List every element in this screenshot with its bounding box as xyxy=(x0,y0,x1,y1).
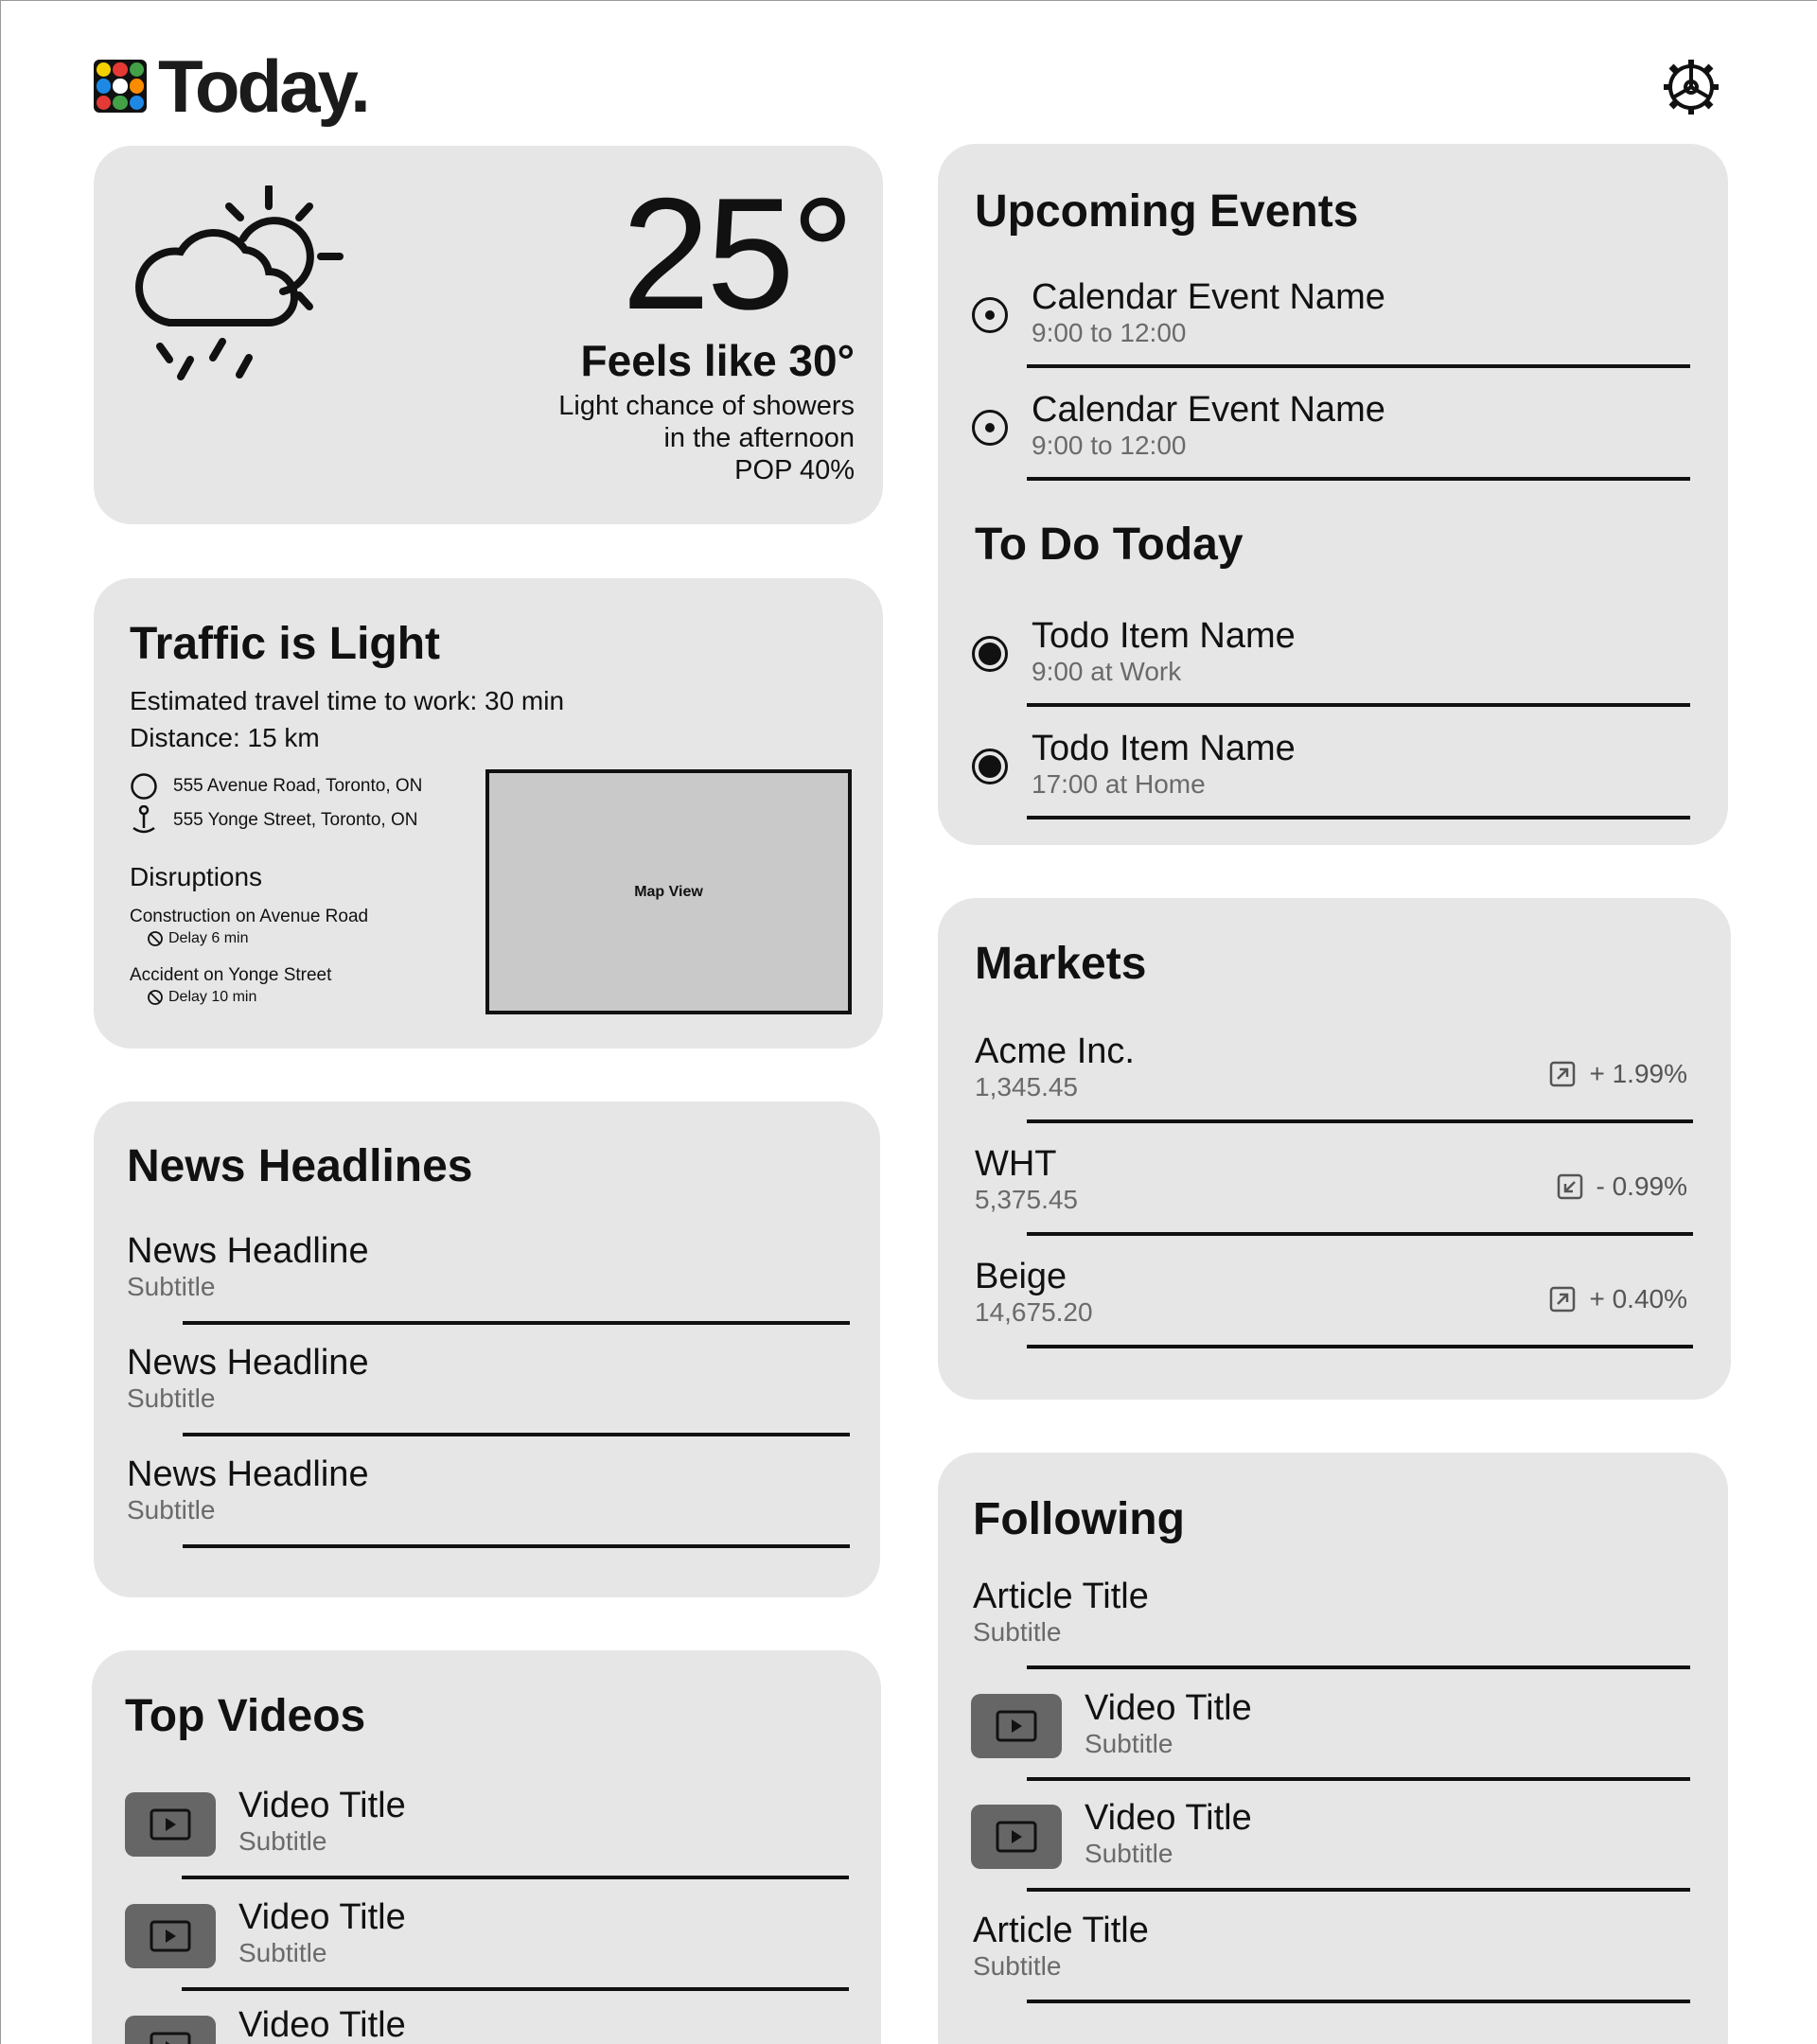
video-subtitle: Subtitle xyxy=(1085,1839,1173,1868)
map-view[interactable] xyxy=(485,769,852,1014)
video-thumbnail[interactable] xyxy=(971,1805,1062,1869)
market-item[interactable] xyxy=(975,1143,1078,1215)
market-change-text: - 0.99% xyxy=(1596,1172,1687,1201)
todo-item[interactable] xyxy=(1032,615,1296,687)
article-item[interactable] xyxy=(973,1910,1149,1982)
logo-grid-icon xyxy=(94,60,147,113)
video-subtitle: Subtitle xyxy=(238,1826,327,1856)
disruption-title: Construction on Avenue Road xyxy=(130,907,369,926)
market-value: 1,345.45 xyxy=(975,1072,1078,1101)
divider xyxy=(182,1987,849,1991)
videos-title: Top Videos xyxy=(125,1691,366,1741)
divider xyxy=(182,1876,849,1879)
weather-card[interactable] xyxy=(94,146,883,524)
event-item[interactable] xyxy=(1032,276,1385,348)
traffic-card[interactable] xyxy=(94,578,883,1048)
todo-detail: 17:00 at Home xyxy=(1032,769,1206,799)
divider xyxy=(183,1321,850,1325)
article-subtitle: Subtitle xyxy=(973,1951,1062,1981)
divider xyxy=(1027,703,1690,707)
video-thumbnail[interactable] xyxy=(125,2016,216,2044)
traffic-title: Traffic is Light xyxy=(130,619,441,669)
no-entry-icon xyxy=(147,930,164,947)
market-change-text: + 0.40% xyxy=(1589,1284,1687,1313)
divider xyxy=(1027,1232,1693,1236)
events-card[interactable] xyxy=(938,144,1728,845)
travel-time: Estimated travel time to work: 30 min xyxy=(130,686,565,715)
event-radio[interactable] xyxy=(972,410,1008,446)
market-change xyxy=(1549,1284,1687,1314)
disruption-delay-text: Delay 10 min xyxy=(168,989,257,1005)
divider xyxy=(1027,1777,1690,1781)
market-item[interactable] xyxy=(975,1031,1135,1102)
video-thumbnail[interactable] xyxy=(125,1904,216,1968)
article-item[interactable] xyxy=(973,1576,1149,1648)
following-card[interactable] xyxy=(938,1453,1728,2044)
todo-name: Todo Item Name xyxy=(1032,616,1296,656)
video-title: Video Title xyxy=(238,1786,406,1825)
weather-description xyxy=(381,390,855,486)
video-title: Video Title xyxy=(1085,1798,1252,1838)
todo-checkbox[interactable] xyxy=(972,749,1008,784)
divider xyxy=(1027,477,1690,481)
news-subtitle: Subtitle xyxy=(127,1495,216,1524)
event-name: Calendar Event Name xyxy=(1032,390,1385,430)
news-headline: News Headline xyxy=(127,1343,369,1383)
market-item[interactable] xyxy=(975,1256,1093,1328)
divider xyxy=(1027,2000,1690,2003)
destination-address-text: 555 Yonge Street, Toronto, ON xyxy=(173,810,418,830)
divider xyxy=(1027,1345,1693,1348)
disruptions-title: Disruptions xyxy=(130,862,263,891)
video-title: Video Title xyxy=(238,2005,406,2044)
event-time: 9:00 to 12:00 xyxy=(1032,431,1187,460)
disruption-delay xyxy=(147,930,248,947)
divider xyxy=(1027,1665,1690,1669)
divider xyxy=(1027,1888,1690,1892)
todo-checkbox[interactable] xyxy=(972,636,1008,672)
origin-address xyxy=(130,772,422,801)
article-title: Article Title xyxy=(973,1577,1149,1616)
video-title: Video Title xyxy=(1085,1688,1252,1728)
video-item[interactable] xyxy=(238,1785,406,1857)
article-title: Article Title xyxy=(973,1911,1149,1950)
map-view-label: Map View xyxy=(634,883,703,900)
play-icon xyxy=(150,2032,191,2044)
divider xyxy=(1027,364,1690,368)
news-item[interactable] xyxy=(127,1454,369,1525)
no-entry-icon xyxy=(147,989,164,1006)
video-title: Video Title xyxy=(238,1897,406,1937)
divider xyxy=(183,1433,850,1436)
market-change xyxy=(1557,1172,1688,1202)
divider xyxy=(1027,1119,1693,1123)
news-headline: News Headline xyxy=(127,1231,369,1271)
app-logo[interactable] xyxy=(94,44,368,128)
news-card[interactable] xyxy=(94,1101,880,1597)
news-item[interactable] xyxy=(127,1342,369,1414)
markets-card[interactable] xyxy=(938,898,1731,1400)
market-name: Acme Inc. xyxy=(975,1031,1135,1071)
market-name: WHT xyxy=(975,1144,1057,1184)
news-subtitle: Subtitle xyxy=(127,1383,216,1413)
article-subtitle: Subtitle xyxy=(973,1617,1062,1647)
todo-item[interactable] xyxy=(1032,728,1296,800)
cloud-sun-rain-icon xyxy=(132,185,349,394)
temperature: 25° xyxy=(621,165,851,343)
video-item[interactable] xyxy=(1085,1797,1252,1869)
news-subtitle: Subtitle xyxy=(127,1272,216,1301)
video-thumbnail[interactable] xyxy=(125,1792,216,1857)
markets-title: Markets xyxy=(975,939,1147,989)
disruption-delay-text: Delay 6 min xyxy=(168,930,249,946)
event-item[interactable] xyxy=(1032,389,1385,461)
weather-description-line1: Light chance of showers xyxy=(558,391,855,421)
todo-detail: 9:00 at Work xyxy=(1032,657,1182,686)
event-time: 9:00 to 12:00 xyxy=(1032,318,1187,347)
arrow-up-right-icon xyxy=(1549,1286,1576,1313)
events-title: Upcoming Events xyxy=(975,186,1359,237)
weather-description-line2: in the afternoon xyxy=(663,423,855,453)
event-radio[interactable] xyxy=(972,297,1008,333)
videos-card[interactable] xyxy=(92,1650,881,2044)
divider xyxy=(183,1544,850,1548)
play-icon xyxy=(150,1920,191,1952)
news-item[interactable] xyxy=(127,1230,369,1302)
market-value: 14,675.20 xyxy=(975,1297,1093,1327)
distance: Distance: 15 km xyxy=(130,723,320,752)
video-subtitle: Subtitle xyxy=(238,1938,327,1967)
video-item[interactable] xyxy=(1085,1687,1252,1759)
video-thumbnail[interactable] xyxy=(971,1694,1062,1758)
app-title: Today. xyxy=(158,44,368,128)
divider xyxy=(1027,816,1690,819)
market-name: Beige xyxy=(975,1257,1067,1296)
following-title: Following xyxy=(973,1494,1185,1544)
play-icon xyxy=(150,1808,191,1841)
origin-address-text: 555 Avenue Road, Toronto, ON xyxy=(173,776,423,796)
precipitation-probability: POP 40% xyxy=(734,455,855,485)
market-change-text: + 1.99% xyxy=(1589,1059,1687,1088)
video-subtitle: Subtitle xyxy=(1085,1729,1173,1758)
destination-address xyxy=(130,805,417,836)
todo-name: Todo Item Name xyxy=(1032,729,1296,768)
disruption-delay xyxy=(147,989,256,1006)
circle-marker-icon xyxy=(130,772,158,801)
event-name: Calendar Event Name xyxy=(1032,277,1385,317)
feels-like: Feels like 30° xyxy=(580,336,855,385)
play-icon xyxy=(996,1710,1037,1742)
arrow-down-left-icon xyxy=(1557,1173,1583,1200)
video-item[interactable] xyxy=(238,1896,406,1968)
todo-title: To Do Today xyxy=(975,520,1244,570)
play-icon xyxy=(996,1821,1037,1853)
news-headline: News Headline xyxy=(127,1454,369,1494)
gear-icon[interactable] xyxy=(1661,57,1721,117)
market-value: 5,375.45 xyxy=(975,1185,1078,1214)
market-change xyxy=(1549,1059,1687,1089)
location-pin-icon xyxy=(130,805,158,836)
news-title: News Headlines xyxy=(127,1141,473,1191)
disruption-title: Accident on Yonge Street xyxy=(130,965,332,985)
video-item[interactable] xyxy=(238,2004,406,2044)
arrow-up-right-icon xyxy=(1549,1061,1576,1087)
